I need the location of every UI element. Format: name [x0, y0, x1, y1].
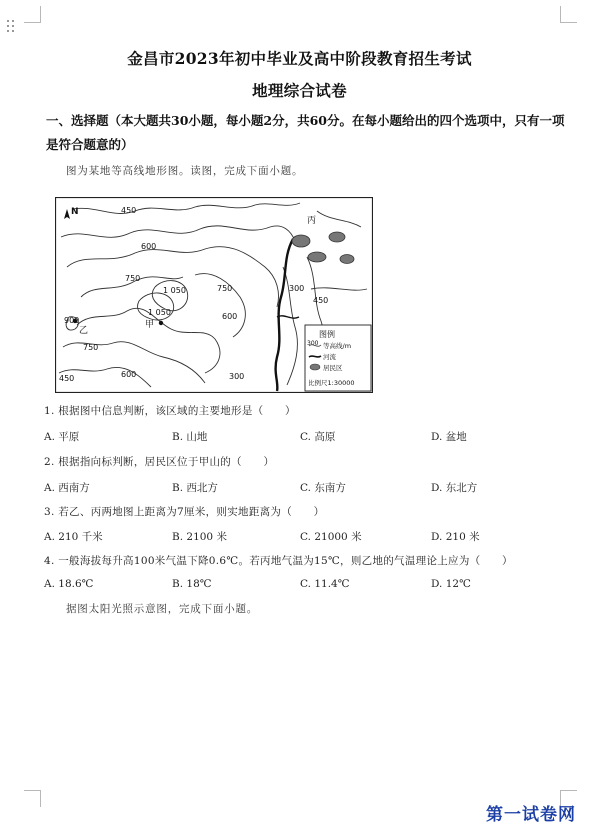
answer-option[interactable]: C. 21000 米 [300, 531, 362, 543]
answer-option[interactable]: A. 18.6℃ [44, 578, 94, 590]
place-label-jia: 甲 [145, 320, 155, 330]
contour-map [55, 197, 373, 393]
answer-option[interactable]: D. 盆地 [431, 431, 467, 443]
question-stem: 3. 若乙、丙两地图上距离为7厘米，则实地距离为（ ） [44, 506, 325, 518]
legend-river: 河流 [323, 353, 336, 361]
legend-settlement: 居民区 [323, 364, 343, 372]
crop-mark-top-left [24, 6, 41, 23]
north-label: N [71, 207, 79, 217]
contour-label: 1 050 [163, 286, 186, 295]
contour-label: 750 [125, 274, 141, 283]
answer-option[interactable]: C. 11.4℃ [300, 578, 350, 590]
contour-label: 600 [141, 242, 157, 251]
legend-scale: 比例尺1:30000 [308, 379, 355, 387]
question-stem: 4. 一般海拔每升高100米气温下降0.6℃。若丙地气温为15℃，则乙地的气温理论上应为（ ） [44, 555, 513, 567]
contour-label: 300 [229, 372, 245, 381]
map-legend [305, 325, 371, 391]
exam-subtitle: 地理综合试卷 [252, 81, 347, 100]
contour-label: 600 [121, 370, 137, 379]
crop-mark-bottom-left [24, 790, 41, 807]
answer-option[interactable]: C. 高原 [300, 431, 336, 443]
answer-option[interactable]: D. 210 米 [431, 531, 480, 543]
section-heading: 一、选择题（本大题共30小题，每小题2分，共60分。在每小题给出的四个选项中，只有一项是符合题意的） [46, 113, 565, 152]
answer-option[interactable]: D. 12℃ [431, 578, 471, 590]
answer-option[interactable]: A. 西南方 [44, 482, 90, 494]
answer-option[interactable]: A. 210 千米 [44, 531, 103, 543]
answer-option[interactable]: B. 2100 米 [172, 531, 227, 543]
contour-label: 600 [222, 312, 238, 321]
legend-contour: 等高线/m [323, 342, 352, 350]
contour-label: 450 [59, 374, 75, 383]
drag-handle-icon[interactable] [7, 20, 17, 34]
crop-mark-top-right [560, 6, 577, 23]
contour-label: 450 [121, 206, 137, 215]
place-label-bing: 丙 [307, 216, 317, 226]
exam-title: 金昌市2023年初中毕业及高中阶段教育招生考试 [127, 49, 472, 68]
watermark: 第一试卷网 [486, 805, 576, 825]
contour-label: 750 [83, 343, 99, 352]
contour-label: 750 [217, 284, 233, 293]
legend-title: 图例 [319, 330, 335, 339]
answer-option[interactable]: B. 山地 [172, 431, 208, 443]
legend-contour-sample: 300 [307, 340, 319, 347]
question-stem: 1. 根据图中信息判断，该区域的主要地形是（ ） [44, 405, 296, 417]
question-intro-1: 图为某地等高线地形图。读图，完成下面小题。 [66, 165, 304, 177]
answer-option[interactable]: B. 18℃ [172, 578, 212, 590]
place-label-yi: 乙 [79, 326, 89, 336]
question-intro-2: 据图太阳光照示意图，完成下面小题。 [66, 603, 259, 615]
contour-label: 300 [289, 284, 305, 293]
question-stem: 2. 根据指向标判断，居民区位于甲山的（ ） [44, 456, 275, 468]
answer-option[interactable]: C. 东南方 [300, 482, 346, 494]
contour-label: 900 [64, 316, 80, 325]
answer-option[interactable]: D. 东北方 [431, 482, 478, 494]
contour-label: 1 050 [148, 308, 171, 317]
answer-option[interactable]: A. 平原 [44, 431, 80, 443]
answer-option[interactable]: B. 西北方 [172, 482, 218, 494]
contour-label: 450 [313, 296, 329, 305]
